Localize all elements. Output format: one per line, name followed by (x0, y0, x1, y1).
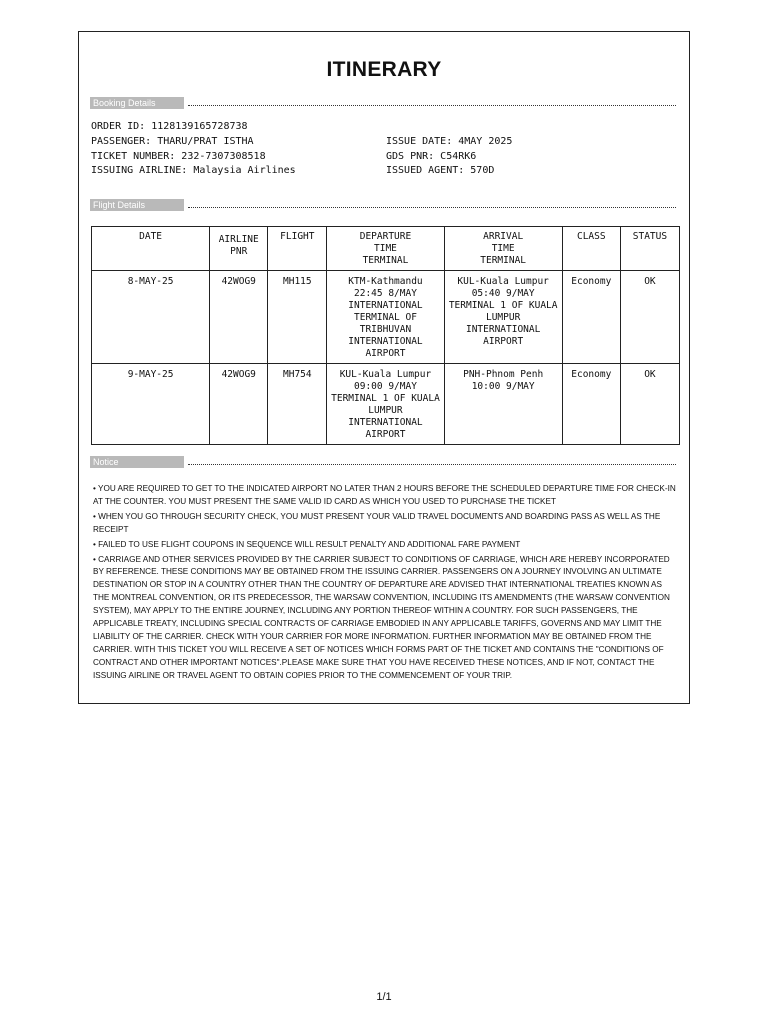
cell-class: Economy (562, 271, 620, 364)
cell-status: OK (620, 271, 679, 364)
issue-date: ISSUE DATE: 4MAY 2025 (386, 136, 513, 147)
cell-status: OK (620, 364, 679, 445)
document-title: ITINERARY (326, 58, 442, 81)
cell-flight: MH754 (268, 364, 327, 445)
passenger-name: PASSENGER: THARU/PRAT ISTHA (91, 136, 254, 147)
table-header-row (92, 227, 680, 271)
section-divider (188, 464, 676, 465)
cell-flight: MH115 (268, 271, 327, 364)
header-class: CLASS (562, 227, 620, 271)
section-divider (188, 105, 676, 106)
cell-date: 9-MAY-25 (92, 364, 210, 445)
notice-item: • CARRIAGE AND OTHER SERVICES PROVIDED BY THE CARRIER SUBJECT TO CONDITIONS OF CARRIAGE, WHICH ARE HEREBY INCORPORATED BY REFERENCE. THESE CONDITIONS MAY BE OBTAINED FROM THE ISSUING CARRIER. PASSENGERS ON A JOURNEY INVOLVING AN ULTIMATE DESTINATION OR STOP IN A COUNTRY OTHER THAN THE COUNTRY OF DEPARTURE ARE ADVISED THAT INTERNATIONAL TREATIES KNOWN AS THE MONTREAL CONVENTION, OR ITS PREDECESSOR, THE WARSAW CONVENTION, INCLUDING ITS AMENDMENTS (THE WARSAW CONVENTION SYSTEM), MAY APPLY TO THE ENTIRE JOURNEY, INCLUDING ANY PORTION THEREOF WITHIN A COUNTRY. FOR SUCH PASSENGERS, THE APPLICABLE TREATY, INCLUDING SPECIAL CONTRACTS OF CARRIAGE EMBODIED IN ANY APPLICABLE TARIFFS, GOVERNS AND MAY LIMIT THE LIABILITY OF THE CARRIER. CHECK WITH YOUR CARRIER FOR MORE INFORMATION. FURTHER INFORMATION MAY BE OBTAINED FROM THE CARRIER. WITH THIS TICKET YOU WILL RECEIVE A SET OF NOTICES WHICH FORMS PART OF THE TICKET AND CONTAINS THE "CONDITIONS OF CONTRACT AND OTHER IMPORTANT NOTICES".PLEASE MAKE SURE THAT YOU HAVE RECEIVED THESE NOTICES, AND IF NOT, CONTACT THE ISSUING AIRLINE OR TRAVEL AGENT TO OBTAIN COPIES PRIOR TO THE COMMENCEMENT OF YOUR TRIP. (93, 554, 670, 680)
cell-date: 8-MAY-25 (92, 271, 210, 364)
notice-header (90, 456, 676, 468)
table-row (92, 271, 680, 364)
flight-table (91, 226, 680, 445)
issued-agent: ISSUED AGENT: 570D (386, 165, 495, 176)
notice-label: Notice (90, 456, 184, 468)
flight-details-header (90, 199, 676, 211)
cell-departure: KUL-Kuala Lumpur 09:00 9/MAY TERMINAL 1 OF KUALA LUMPUR INTERNATIONAL AIRPORT (327, 364, 444, 445)
gds-pnr: GDS PNR: C54RK6 (386, 151, 477, 162)
section-divider (188, 207, 676, 208)
issuing-airline: ISSUING AIRLINE: Malaysia Airlines (91, 165, 296, 176)
header-date: DATE (92, 227, 210, 271)
flight-details-label: Flight Details (90, 199, 184, 211)
order-id: ORDER ID: 1128139165728738 (91, 121, 248, 132)
cell-class: Economy (562, 364, 620, 445)
table-row (92, 364, 680, 445)
header-flight: FLIGHT (268, 227, 327, 271)
notice-list (93, 483, 679, 685)
cell-pnr: 42WOG9 (210, 364, 268, 445)
notice-item: • WHEN YOU GO THROUGH SECURITY CHECK, YOU MUST PRESENT YOUR VALID TRAVEL DOCUMENTS AND BOARDING PASS AS WELL AS THE RECEIPT (93, 511, 661, 534)
header-arrival: ARRIVAL TIME TERMINAL (444, 227, 562, 271)
header-status: STATUS (620, 227, 679, 271)
cell-arrival: KUL-Kuala Lumpur 05:40 9/MAY TERMINAL 1 OF KUALA LUMPUR INTERNATIONAL AIRPORT (444, 271, 562, 364)
booking-details-label: Booking Details (90, 97, 184, 109)
cell-departure: KTM-Kathmandu 22:45 8/MAY INTERNATIONAL TERMINAL OF TRIBHUVAN INTERNATIONAL AIRPORT (327, 271, 444, 364)
cell-arrival: PNH-Phnom Penh 10:00 9/MAY (444, 364, 562, 445)
notice-item: • FAILED TO USE FLIGHT COUPONS IN SEQUENCE WILL RESULT PENALTY AND ADDITIONAL FARE PAYMENT (93, 539, 521, 549)
header-airline-pnr: AIRLINE PNR (210, 227, 268, 271)
cell-pnr: 42WOG9 (210, 271, 268, 364)
itinerary-document (78, 31, 690, 704)
header-departure: DEPARTURE TIME TERMINAL (327, 227, 444, 271)
ticket-number: TICKET NUMBER: 232-7307308518 (91, 151, 266, 162)
notice-item: • YOU ARE REQUIRED TO GET TO THE INDICATED AIRPORT NO LATER THAN 2 HOURS BEFORE THE SCHEDULED DEPARTURE TIME FOR CHECK-IN AT THE COUNTER. YOU MUST PRESENT THE SAME VALID ID CARD AS WHICH YOU USED TO PURCHASE THE TICKET (93, 484, 676, 506)
booking-details-header (90, 97, 676, 109)
page-number: 1/1 (376, 991, 392, 1003)
